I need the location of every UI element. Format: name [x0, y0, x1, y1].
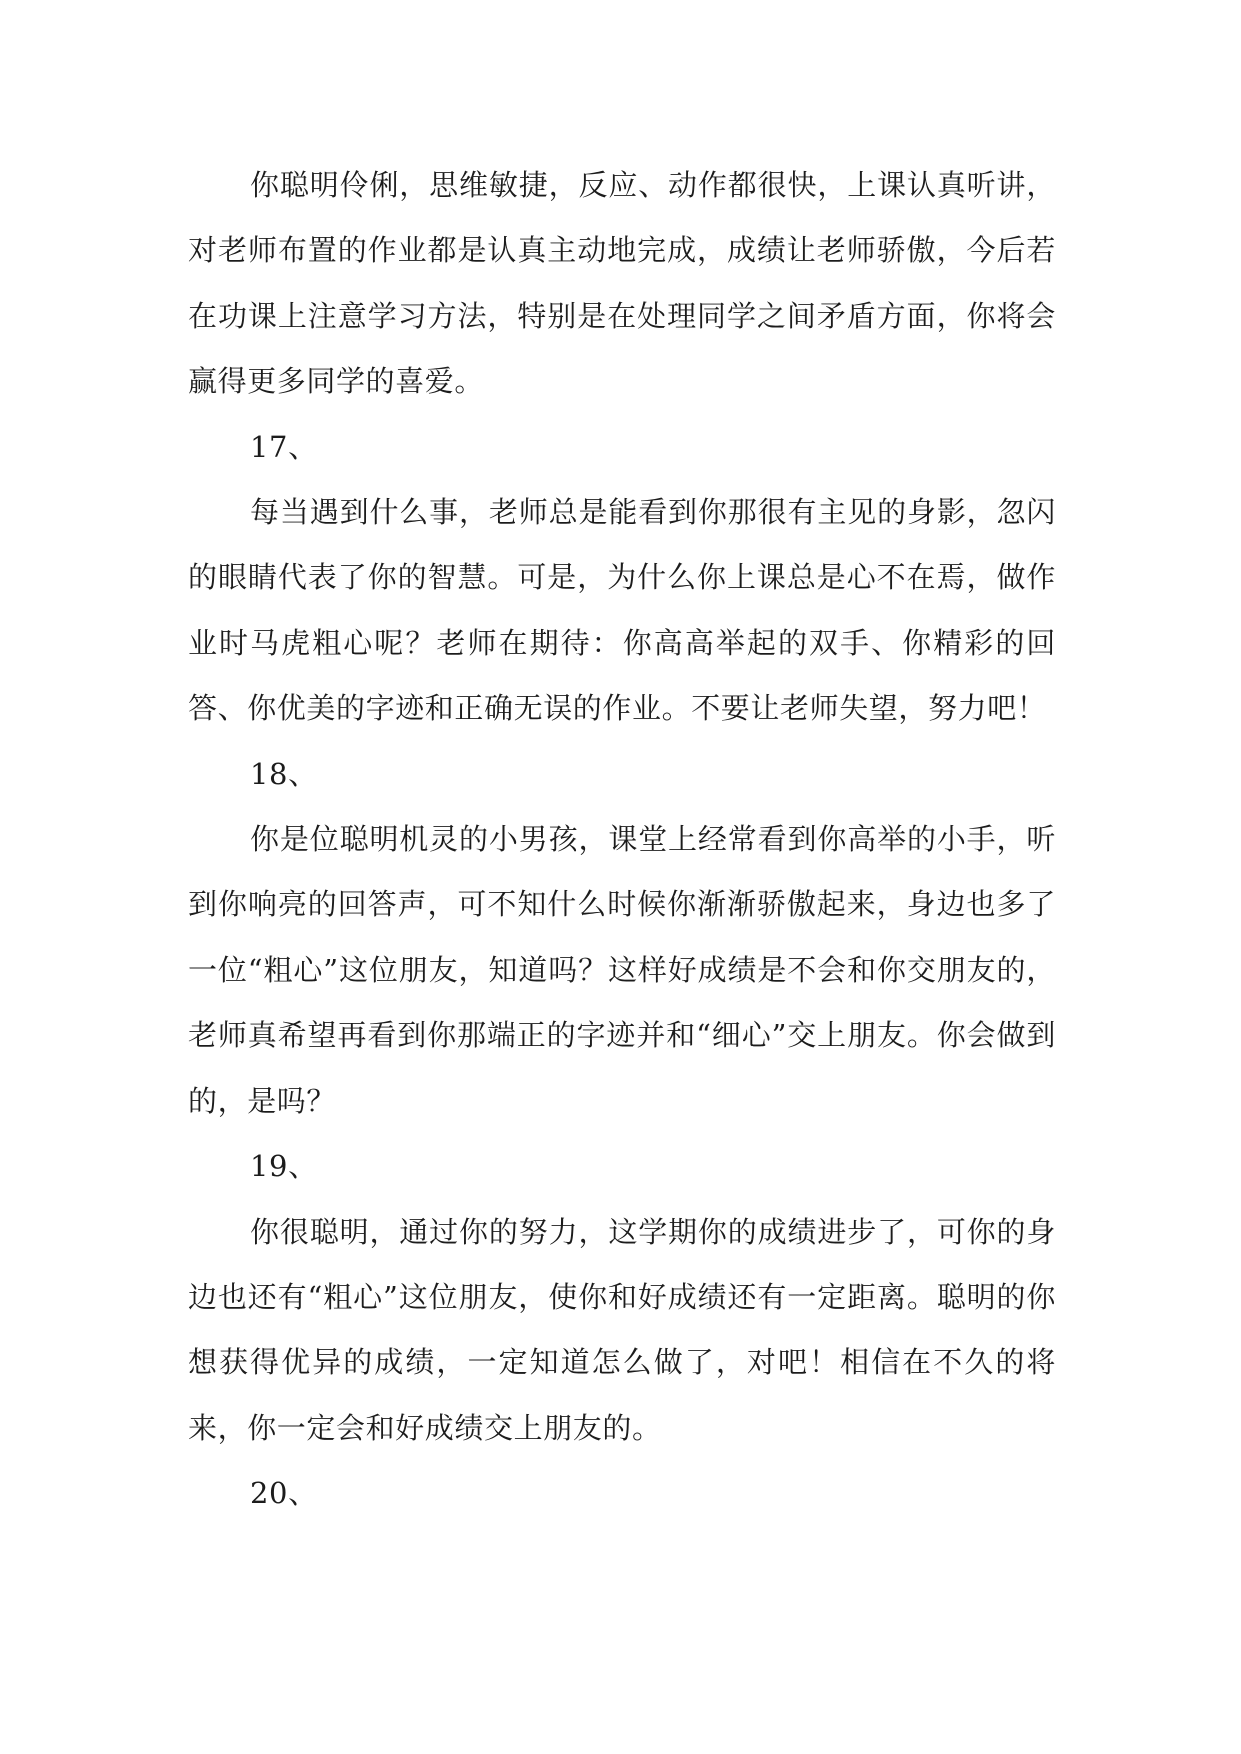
item-number-17: 17、	[250, 429, 318, 464]
comment-paragraph-17: 每当遇到什么事，老师总是能看到你那很有主见的身影，忽闪的眼睛代表了你的智慧。可是，为什么你上课总是心不在焉，做作业时马虎粗心呢？老师在期待：你高高举起的双手、你精彩的回答、你优美的字迹和正确无误的作业。不要让老师失望，努力吧！	[188, 495, 1056, 726]
comment-paragraph-19: 你很聪明，通过你的努力，这学期你的成绩进步了，可你的身边也还有“粗心”这位朋友，使你和好成绩还有一定距离。聪明的你想获得优异的成绩，一定知道怎么做了，对吧！相信在不久的将来，你一定会和好成绩交上朋友的。	[188, 1214, 1056, 1445]
item-number-19: 19、	[250, 1149, 318, 1184]
item-number-18: 18、	[250, 756, 318, 791]
document-body	[188, 153, 1056, 1527]
comment-paragraph-16: 你聪明伶俐，思维敏捷，反应、动作都很快，上课认真听讲，对老师布置的作业都是认真主动地完成，成绩让老师骄傲，今后若在功课上注意学习方法，特别是在处理同学之间矛盾方面，你将会赢得更多同学的喜爱。	[188, 168, 1056, 399]
comment-paragraph-18: 你是位聪明机灵的小男孩，课堂上经常看到你高举的小手，听到你响亮的回答声，可不知什么时候你渐渐骄傲起来，身边也多了一位“粗心”这位朋友，知道吗？这样好成绩是不会和你交朋友的，老师真希望再看到你那端正的字迹并和“细心”交上朋友。你会做到的，是吗？	[188, 822, 1056, 1118]
item-number-20: 20、	[250, 1476, 318, 1511]
